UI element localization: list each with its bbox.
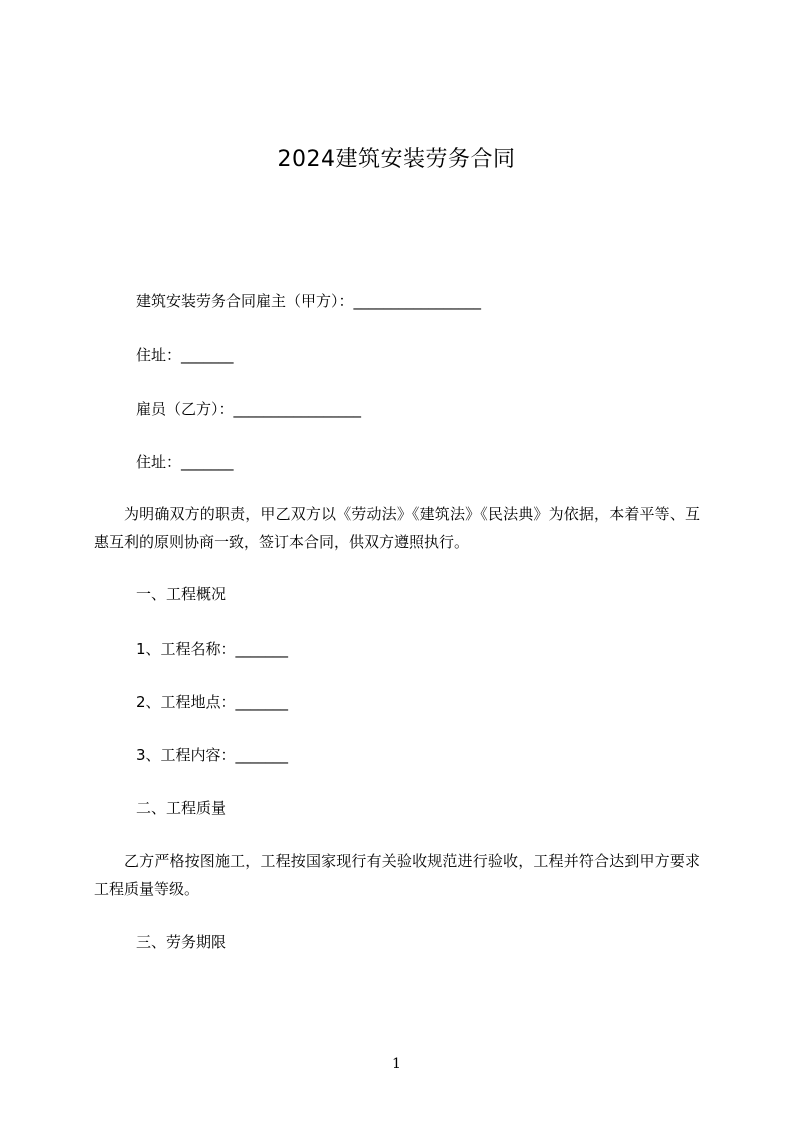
item-1-label: 1、工程名称： [136,640,236,658]
item-2-line [136,692,288,712]
section-2-paragraph: 乙方严格按图施工，工程按国家现行有关验收规范进行验收，工程并符合达到甲方要求工程质量等级。 [94,852,700,898]
address-a-blank: _______ [181,346,234,364]
item-3-label: 3、工程内容： [136,746,236,764]
item-2-blank: _______ [235,693,289,711]
item-1-line [136,639,288,659]
section-1-heading: 一、工程概况 [136,585,227,603]
item-3-line [136,745,288,765]
preamble-paragraph: 为明确双方的职责，甲乙双方以《劳动法》《建筑法》《民法典》为依据，本着平等、互惠互利的原则协商一致，签订本合同，供双方遵照执行。 [94,505,700,551]
party-a-label: 建筑安装劳务合同雇主（甲方）： [136,292,354,310]
document-title: 2024建筑安装劳务合同 [277,147,516,172]
party-a-blank: _________________ [353,292,482,310]
section-3-heading: 三、劳务期限 [136,933,227,951]
item-2-label: 2、工程地点： [136,693,236,711]
party-b-line [136,399,361,419]
address-b-line [136,452,234,472]
item-3-blank: _______ [235,746,289,764]
address-a-line [136,345,234,365]
item-1-blank: _______ [235,640,289,658]
party-a-line [136,291,481,311]
address-b-blank: _______ [181,453,234,471]
party-b-label: 雇员（乙方）： [136,400,234,418]
address-b-label: 住址： [136,453,182,471]
address-a-label: 住址： [136,346,182,364]
page-number: 1 [392,1056,401,1072]
party-b-blank: _________________ [233,400,362,418]
section-2-heading: 二、工程质量 [136,799,227,817]
